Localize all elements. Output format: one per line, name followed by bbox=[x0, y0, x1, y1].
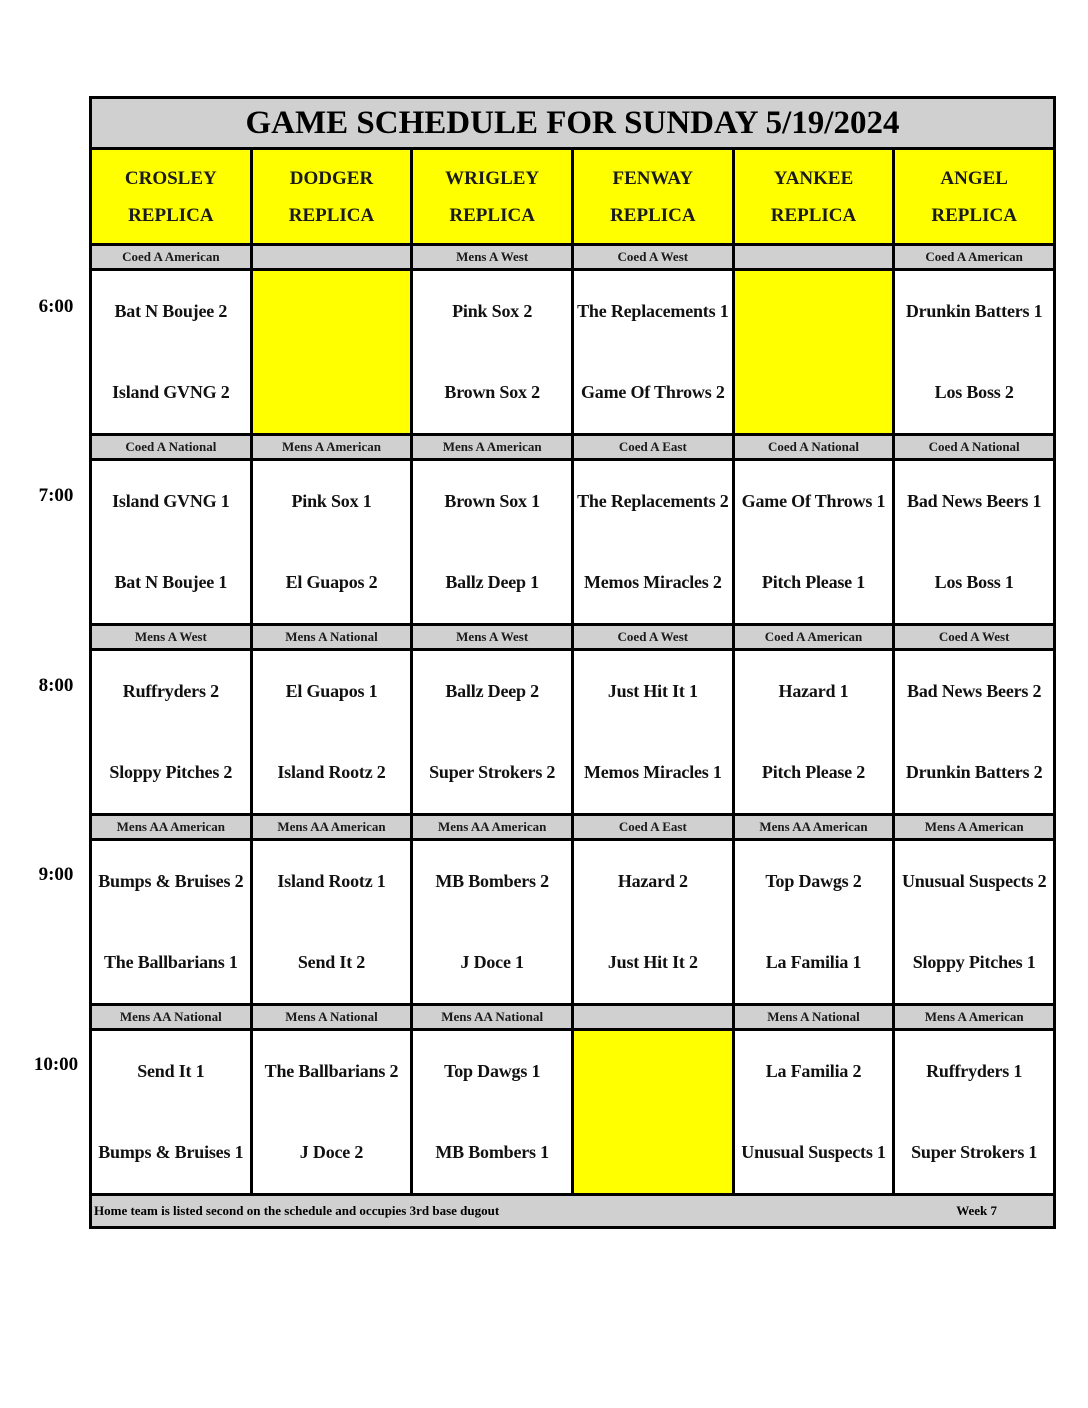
home-team: La Familia 1 bbox=[765, 952, 862, 972]
game-cell bbox=[92, 841, 250, 1003]
away-team: Hazard 1 bbox=[778, 681, 849, 701]
home-team: Sloppy Pitches 2 bbox=[109, 762, 233, 782]
league-label: Mens A West bbox=[413, 626, 571, 651]
league-label: Coed A East bbox=[574, 436, 732, 461]
league-label: Mens A National bbox=[735, 1006, 893, 1031]
league-label: Mens AA American bbox=[413, 816, 571, 841]
home-team: J Doce 1 bbox=[460, 952, 524, 972]
game-cell bbox=[92, 651, 250, 813]
away-team: El Guapos 1 bbox=[285, 681, 378, 701]
time-label: 8:00 bbox=[38, 675, 74, 696]
game-cell bbox=[253, 841, 411, 1003]
away-team: Unusual Suspects 2 bbox=[901, 871, 1047, 891]
league-label: Mens A American bbox=[253, 436, 411, 461]
home-team: Super Strokers 1 bbox=[911, 1142, 1038, 1162]
league-label: Mens A American bbox=[413, 436, 571, 461]
field-subtitle: REPLICA bbox=[931, 204, 1017, 226]
game-cell bbox=[253, 1031, 411, 1193]
home-team: Bat N Boujee 1 bbox=[114, 572, 228, 592]
field-name: ANGEL bbox=[940, 167, 1008, 189]
league-label: Coed A American bbox=[92, 246, 250, 271]
home-team: Game Of Throws 2 bbox=[581, 382, 725, 402]
field-name: DODGER bbox=[289, 167, 374, 189]
league-label: Coed A West bbox=[895, 626, 1053, 651]
league-label bbox=[574, 1006, 732, 1031]
home-team: Island GVNG 2 bbox=[112, 382, 230, 402]
game-row bbox=[92, 271, 1053, 436]
game-cell bbox=[413, 461, 571, 623]
league-row bbox=[92, 626, 1053, 651]
league-label: Coed A West bbox=[574, 246, 732, 271]
away-team: Just Hit It 1 bbox=[607, 681, 698, 701]
home-team: Drunkin Batters 2 bbox=[905, 762, 1043, 782]
time-label: 6:00 bbox=[38, 296, 74, 317]
game-cell bbox=[413, 1031, 571, 1193]
away-team: Brown Sox 1 bbox=[444, 491, 540, 511]
game-cell bbox=[253, 651, 411, 813]
league-row bbox=[92, 436, 1053, 461]
home-team: Pitch Please 2 bbox=[761, 762, 866, 782]
game-cell bbox=[413, 271, 571, 433]
league-row bbox=[92, 1006, 1053, 1031]
game-cell bbox=[735, 461, 893, 623]
game-cell bbox=[735, 841, 893, 1003]
league-label: Coed A East bbox=[574, 816, 732, 841]
home-team: Unusual Suspects 1 bbox=[741, 1142, 886, 1162]
page-title: GAME SCHEDULE FOR SUNDAY 5/19/2024 bbox=[92, 99, 1053, 150]
league-label: Mens A National bbox=[253, 626, 411, 651]
home-team: Pitch Please 1 bbox=[761, 572, 866, 592]
game-cell bbox=[92, 271, 250, 433]
empty-slot bbox=[574, 1031, 732, 1193]
empty-slot bbox=[735, 271, 893, 433]
away-team: Hazard 2 bbox=[617, 871, 688, 891]
field-header-row bbox=[92, 150, 1053, 246]
empty-slot bbox=[253, 271, 411, 433]
league-label: Coed A American bbox=[895, 246, 1053, 271]
league-label: Coed A American bbox=[735, 626, 893, 651]
field-header-yankee bbox=[735, 150, 893, 246]
league-label: Mens AA American bbox=[735, 816, 893, 841]
field-header-wrigley bbox=[413, 150, 571, 246]
away-team: Game Of Throws 1 bbox=[741, 491, 886, 511]
home-team: Bumps & Bruises 1 bbox=[98, 1142, 244, 1162]
game-row bbox=[92, 841, 1053, 1006]
home-team: Memos Miracles 2 bbox=[583, 572, 722, 592]
field-header-dodger bbox=[253, 150, 411, 246]
home-team: Send It 2 bbox=[297, 952, 366, 972]
game-cell bbox=[574, 461, 732, 623]
home-team: Los Boss 1 bbox=[934, 572, 1014, 592]
league-label: Coed A National bbox=[92, 436, 250, 461]
home-team: Ballz Deep 1 bbox=[445, 572, 539, 592]
game-cell bbox=[895, 841, 1053, 1003]
league-row bbox=[92, 816, 1053, 841]
league-label: Mens AA American bbox=[92, 816, 250, 841]
home-team: El Guapos 2 bbox=[285, 572, 378, 592]
away-team: Drunkin Batters 1 bbox=[905, 301, 1043, 321]
field-header-fenway bbox=[574, 150, 732, 246]
home-team: Brown Sox 2 bbox=[444, 382, 540, 402]
game-row bbox=[92, 651, 1053, 816]
game-cell bbox=[735, 1031, 893, 1193]
away-team: Bad News Beers 1 bbox=[907, 491, 1042, 511]
game-cell bbox=[895, 651, 1053, 813]
game-row bbox=[92, 1031, 1053, 1196]
home-team: MB Bombers 1 bbox=[435, 1142, 549, 1162]
league-label: Mens AA National bbox=[92, 1006, 250, 1031]
away-team: Pink Sox 1 bbox=[291, 491, 372, 511]
game-cell bbox=[253, 461, 411, 623]
field-name: WRIGLEY bbox=[445, 167, 540, 189]
league-label bbox=[253, 246, 411, 271]
game-cell bbox=[895, 461, 1053, 623]
league-label: Coed A National bbox=[895, 436, 1053, 461]
league-label: Coed A National bbox=[735, 436, 893, 461]
field-subtitle: REPLICA bbox=[770, 204, 857, 226]
league-label: Mens A National bbox=[253, 1006, 411, 1031]
league-label: Mens AA National bbox=[413, 1006, 571, 1031]
schedule-table bbox=[89, 96, 1056, 1229]
time-label: 9:00 bbox=[38, 864, 74, 885]
footer-bar bbox=[92, 1196, 1053, 1226]
home-team: The Ballbarians 1 bbox=[104, 952, 238, 972]
time-label: 7:00 bbox=[38, 485, 74, 506]
home-team: Super Strokers 2 bbox=[429, 762, 556, 782]
away-team: The Ballbarians 2 bbox=[264, 1061, 399, 1081]
game-cell bbox=[574, 841, 732, 1003]
league-label: Mens A West bbox=[92, 626, 250, 651]
league-label: Mens A American bbox=[895, 1006, 1053, 1031]
away-team: Send It 1 bbox=[137, 1061, 205, 1081]
game-cell bbox=[574, 271, 732, 433]
away-team: The Replacements 2 bbox=[577, 491, 729, 511]
away-team: Pink Sox 2 bbox=[452, 301, 533, 321]
home-team: Los Boss 2 bbox=[934, 382, 1014, 402]
field-subtitle: REPLICA bbox=[288, 204, 375, 226]
field-subtitle: REPLICA bbox=[128, 204, 214, 226]
home-team: Just Hit It 2 bbox=[607, 952, 698, 972]
away-team: Bad News Beers 2 bbox=[907, 681, 1042, 701]
field-name: YANKEE bbox=[773, 167, 854, 189]
game-cell bbox=[413, 841, 571, 1003]
league-label: Mens A West bbox=[413, 246, 571, 271]
home-team: Memos Miracles 1 bbox=[583, 762, 722, 782]
field-subtitle: REPLICA bbox=[610, 204, 696, 226]
field-header-crosley bbox=[92, 150, 250, 246]
league-label: Mens AA American bbox=[253, 816, 411, 841]
game-cell bbox=[413, 651, 571, 813]
game-cell bbox=[574, 651, 732, 813]
away-team: Island Rootz 1 bbox=[277, 871, 386, 891]
field-header-angel bbox=[895, 150, 1053, 246]
away-team: Ballz Deep 2 bbox=[445, 681, 539, 701]
league-row bbox=[92, 246, 1053, 271]
time-label: 10:00 bbox=[33, 1054, 79, 1075]
away-team: Bat N Boujee 2 bbox=[114, 301, 228, 321]
home-team: J Doce 2 bbox=[299, 1142, 364, 1162]
league-label: Mens A American bbox=[895, 816, 1053, 841]
field-name: CROSLEY bbox=[124, 167, 217, 189]
home-team: Island Rootz 2 bbox=[277, 762, 386, 782]
away-team: Ruffryders 1 bbox=[926, 1061, 1023, 1081]
away-team: The Replacements 1 bbox=[577, 301, 729, 321]
game-cell bbox=[895, 271, 1053, 433]
away-team: MB Bombers 2 bbox=[435, 871, 549, 891]
game-cell bbox=[895, 1031, 1053, 1193]
away-team: Bumps & Bruises 2 bbox=[98, 871, 244, 891]
game-cell bbox=[92, 461, 250, 623]
week-label: Week 7 bbox=[956, 1203, 997, 1218]
away-team: Top Dawgs 1 bbox=[444, 1061, 541, 1081]
field-name: FENWAY bbox=[612, 167, 694, 189]
league-label: Coed A West bbox=[574, 626, 732, 651]
league-label bbox=[735, 246, 893, 271]
away-team: Ruffryders 2 bbox=[122, 681, 219, 701]
time-slots bbox=[92, 246, 1053, 1196]
away-team: La Familia 2 bbox=[765, 1061, 862, 1081]
field-subtitle: REPLICA bbox=[449, 204, 535, 226]
footer-note: Home team is listed second on the schedule and occupies 3rd base dugout bbox=[94, 1203, 500, 1218]
home-team: Sloppy Pitches 1 bbox=[912, 952, 1036, 972]
game-cell bbox=[735, 651, 893, 813]
away-team: Top Dawgs 2 bbox=[765, 871, 862, 891]
away-team: Island GVNG 1 bbox=[112, 491, 230, 511]
game-row bbox=[92, 461, 1053, 626]
game-cell bbox=[92, 1031, 250, 1193]
